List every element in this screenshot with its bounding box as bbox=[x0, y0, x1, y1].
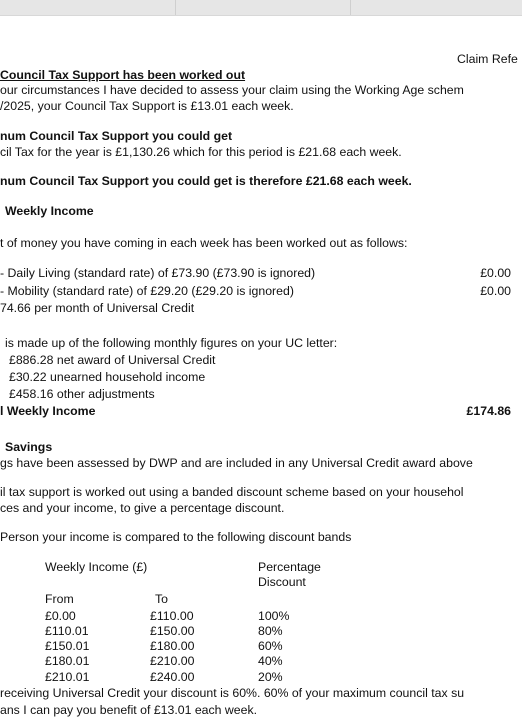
toolbar-divider bbox=[175, 0, 176, 15]
income-item-amount: £0.00 bbox=[480, 284, 511, 298]
savings-heading: Savings bbox=[5, 440, 53, 454]
uc-figures-intro: is made up of the following monthly figures on your UC letter: bbox=[5, 336, 338, 350]
band-to: £240.00 bbox=[150, 670, 195, 684]
viewer-toolbar bbox=[0, 0, 522, 16]
uc-figure: £458.16 other adjustments bbox=[9, 387, 155, 401]
toolbar-divider bbox=[350, 0, 351, 15]
col-header-from: From bbox=[45, 592, 74, 606]
banded-scheme-line-1: il tax support is worked out using a banded discount scheme based on your househol bbox=[0, 485, 464, 499]
uc-figure: £30.22 unearned household income bbox=[9, 370, 206, 384]
col-header-to: To bbox=[155, 592, 168, 606]
uc-figure: £886.28 net award of Universal Credit bbox=[9, 353, 216, 367]
banded-scheme-line-2: ces and your income, to give a percentage discount. bbox=[0, 501, 285, 515]
weekly-income-intro: t of money you have coming in each week has been worked out as follows: bbox=[0, 236, 408, 250]
claim-reference-label: Claim Refe bbox=[457, 52, 518, 66]
band-percentage: 40% bbox=[258, 654, 283, 668]
band-percentage: 100% bbox=[258, 609, 290, 623]
col-header-discount: Discount bbox=[258, 575, 306, 589]
income-item-label: 74.66 per month of Universal Credit bbox=[0, 301, 195, 315]
band-from: £110.01 bbox=[45, 624, 89, 638]
intro-heading: Council Tax Support has been worked out bbox=[0, 68, 246, 82]
max-support-heading: num Council Tax Support you could get bbox=[0, 129, 233, 143]
banded-compare-line: Person your income is compared to the following discount bands bbox=[0, 530, 352, 544]
income-item-label: - Daily Living (standard rate) of £73.90 (£73.90 is ignored) bbox=[0, 266, 316, 280]
total-weekly-income-label: l Weekly Income bbox=[0, 404, 96, 418]
savings-line: gs have been assessed by DWP and are included in any Universal Credit award above bbox=[0, 456, 473, 470]
total-weekly-income-amount: £174.86 bbox=[466, 404, 511, 418]
band-from: £150.01 bbox=[45, 639, 90, 653]
col-header-income: Weekly Income (£) bbox=[45, 560, 148, 574]
max-support-line: cil Tax for the year is £1,130.26 which for this period is £21.68 each week. bbox=[0, 145, 402, 159]
band-to: £150.00 bbox=[150, 624, 195, 638]
band-to: £210.00 bbox=[150, 654, 195, 668]
conclusion-line-2: ans I can pay you benefit of £13.01 each week. bbox=[0, 703, 258, 717]
intro-line-2: /2025, your Council Tax Support is £13.01 each week. bbox=[0, 99, 294, 113]
band-from: £180.01 bbox=[45, 654, 90, 668]
band-percentage: 80% bbox=[258, 624, 283, 638]
weekly-income-heading: Weekly Income bbox=[5, 204, 94, 218]
band-from: £0.00 bbox=[45, 609, 76, 623]
income-item-label: - Mobility (standard rate) of £29.20 (£29.20 is ignored) bbox=[0, 284, 294, 298]
conclusion-line-1: receiving Universal Credit your discount is 60%. 60% of your maximum council tax su bbox=[0, 686, 465, 700]
band-percentage: 20% bbox=[258, 670, 283, 684]
income-item-amount: £0.00 bbox=[480, 266, 511, 280]
intro-line-1: our circumstances I have decided to assess your claim using the Working Age schem bbox=[0, 83, 464, 97]
band-from: £210.01 bbox=[45, 670, 90, 684]
band-percentage: 60% bbox=[258, 639, 283, 653]
band-to: £180.00 bbox=[150, 639, 195, 653]
col-header-percentage: Percentage bbox=[258, 560, 321, 574]
max-support-summary: num Council Tax Support you could get is therefore £21.68 each week. bbox=[0, 174, 412, 188]
band-to: £110.00 bbox=[150, 609, 194, 623]
